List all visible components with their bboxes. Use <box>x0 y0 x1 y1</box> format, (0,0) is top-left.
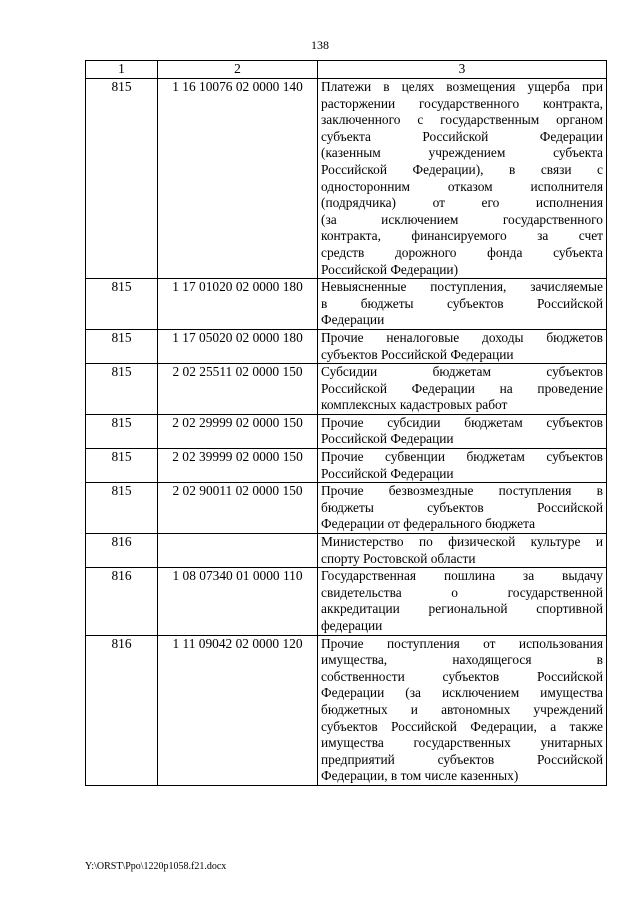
description-line: Российской Федерации) <box>321 261 459 277</box>
description-line: контракта, финансируемого за счет <box>321 228 603 244</box>
page-number: 138 <box>311 38 329 52</box>
description-line: субъектов Российской Федерации, а также <box>321 718 603 734</box>
table-row <box>86 635 607 785</box>
description-cell <box>318 534 607 568</box>
admin-code-cell: 815 <box>86 449 158 483</box>
description-line: Российской Федерации <box>321 465 454 481</box>
table-row <box>86 449 607 483</box>
admin-code-cell: 815 <box>86 364 158 415</box>
description-line: Федерации, в том числе казенных) <box>321 768 519 784</box>
admin-code-cell: 815 <box>86 79 158 279</box>
column-header-admin: 1 <box>86 61 158 79</box>
admin-code-cell: 816 <box>86 534 158 568</box>
description-line: односторонним отказом исполнителя <box>321 178 603 194</box>
budget-code-cell: 1 17 01020 02 0000 180 <box>158 279 318 330</box>
table-row <box>86 414 607 448</box>
description-line: (за исключением государственного <box>321 211 603 227</box>
description-line: Федерации <box>321 312 385 328</box>
description-line: (казенным учреждением субъекта <box>321 145 603 161</box>
description-line: аккредитации региональной спортивной <box>321 601 603 617</box>
admin-code-cell: 815 <box>86 414 158 448</box>
description-line: Прочие субвенции бюджетам субъектов <box>321 449 603 465</box>
table-row <box>86 483 607 534</box>
description-line: Прочие поступления от использования <box>321 635 603 651</box>
description-line: Прочие неналоговые доходы бюджетов <box>321 329 603 345</box>
description-line: бюджеты субъектов Российской <box>321 499 603 515</box>
table-row <box>86 79 607 279</box>
budget-code-cell: 2 02 90011 02 0000 150 <box>158 483 318 534</box>
budget-code-cell: 1 11 09042 02 0000 120 <box>158 635 318 785</box>
description-line: Российской Федерации <box>321 431 454 447</box>
description-line: Федерации от федерального бюджета <box>321 516 536 532</box>
budget-code-cell: 2 02 39999 02 0000 150 <box>158 449 318 483</box>
description-line: Невыясненные поступления, зачисляемые <box>321 279 603 295</box>
budget-code-cell <box>158 534 318 568</box>
revenue-classification-table <box>85 60 607 786</box>
description-cell <box>318 635 607 785</box>
table-header-row <box>86 61 607 79</box>
table-row <box>86 329 607 363</box>
description-line: субъектов Российской Федерации <box>321 346 514 362</box>
column-header-code: 2 <box>158 61 318 79</box>
budget-code-cell: 1 08 07340 01 0000 110 <box>158 568 318 635</box>
description-line: Платежи в целях возмещения ущерба при <box>321 79 603 94</box>
description-line: свидетельства о государственной <box>321 584 603 600</box>
description-cell <box>318 364 607 415</box>
admin-code-cell: 815 <box>86 329 158 363</box>
admin-code-cell: 816 <box>86 635 158 785</box>
description-line: субъекта Российской Федерации <box>321 128 603 144</box>
description-cell <box>318 279 607 330</box>
table-row <box>86 279 607 330</box>
column-header-description: 3 <box>318 61 607 79</box>
description-line: Государственная пошлина за выдачу <box>321 568 603 584</box>
admin-code-cell: 815 <box>86 483 158 534</box>
description-line: расторжении государственного контракта, <box>321 95 603 111</box>
description-cell <box>318 568 607 635</box>
table-row <box>86 568 607 635</box>
budget-code-cell: 2 02 25511 02 0000 150 <box>158 364 318 415</box>
description-line: Министерство по физической культуре и <box>321 534 603 550</box>
description-line: (подрядчика) от его исполнения <box>321 195 603 211</box>
description-cell <box>318 414 607 448</box>
description-line: бюджетных и автономных учреждений <box>321 701 603 717</box>
description-cell <box>318 329 607 363</box>
description-line: Прочие безвозмездные поступления в <box>321 483 603 499</box>
document-file-path: Y:\ORST\Ppo\1220p1058.f21.docx <box>85 861 227 872</box>
admin-code-cell: 816 <box>86 568 158 635</box>
description-cell <box>318 483 607 534</box>
description-line: Российской Федерации на проведение <box>321 380 603 396</box>
description-line: средств дорожного фонда субъекта <box>321 244 603 260</box>
description-line: имущества, находящегося в <box>321 652 603 668</box>
budget-code-cell: 2 02 29999 02 0000 150 <box>158 414 318 448</box>
admin-code-cell: 815 <box>86 279 158 330</box>
description-line: предприятий субъектов Российской <box>321 751 603 767</box>
budget-code-cell: 1 16 10076 02 0000 140 <box>158 79 318 279</box>
table-row <box>86 364 607 415</box>
table-row <box>86 534 607 568</box>
description-line: Субсидии бюджетам субъектов <box>321 364 603 380</box>
description-line: Российской Федерации), в связи с <box>321 161 603 177</box>
description-line: Прочие субсидии бюджетам субъектов <box>321 414 603 430</box>
description-cell <box>318 449 607 483</box>
description-line: федерации <box>321 618 383 633</box>
description-cell <box>318 79 607 279</box>
description-line: собственности субъектов Российской <box>321 668 603 684</box>
budget-code-cell: 1 17 05020 02 0000 180 <box>158 329 318 363</box>
description-line: в бюджеты субъектов Российской <box>321 295 603 311</box>
description-line: спорту Ростовской области <box>321 550 476 566</box>
description-line: заключенного с государственным органом <box>321 112 603 128</box>
description-line: Федерации (за исключением имущества <box>321 685 603 701</box>
description-line: имущества государственных унитарных <box>321 735 603 751</box>
description-line: комплексных кадастровых работ <box>321 397 508 413</box>
